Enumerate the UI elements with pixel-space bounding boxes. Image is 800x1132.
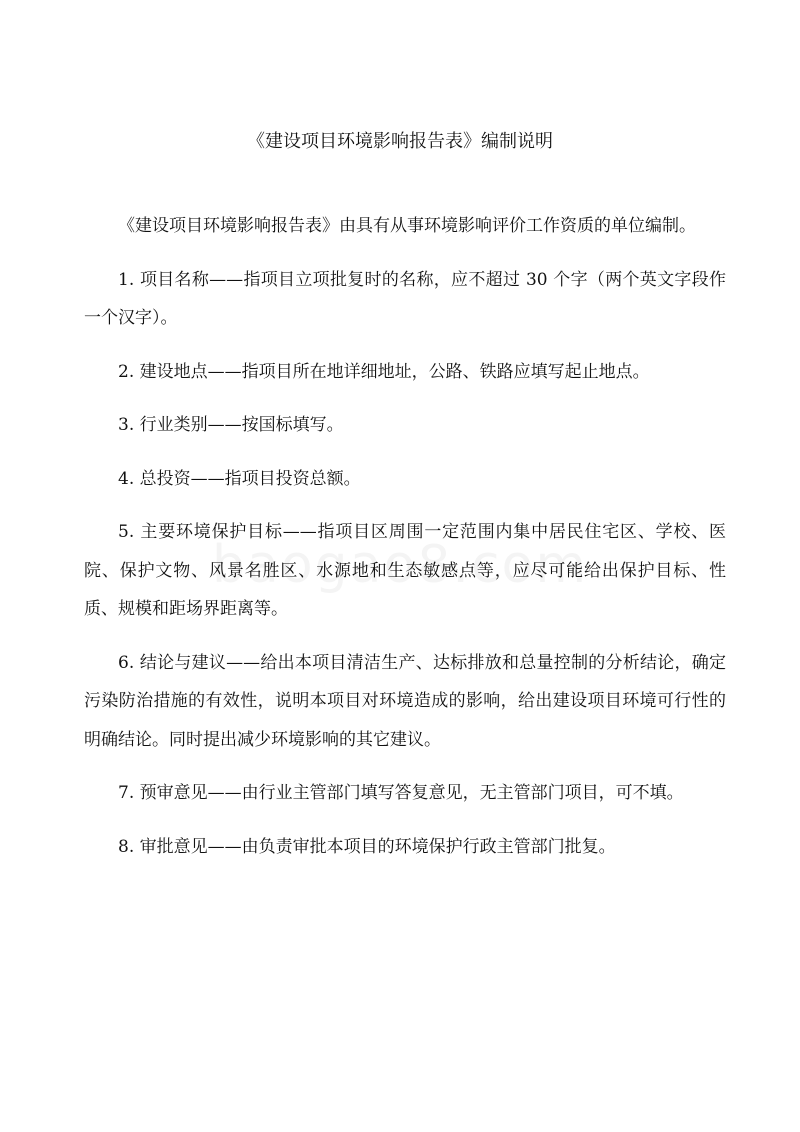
item-text: 审批意见——由负责审批本项目的环境保护行政主管部门批复。 — [139, 836, 616, 857]
item-number: 2. — [118, 361, 140, 382]
item-number: 7. — [118, 783, 140, 803]
list-item — [84, 353, 726, 392]
item-number: 5. — [118, 522, 141, 542]
item-text: 主要环境保护目标——指项目区周围一定范围内集中居民住宅区、学校、医院、保护文物、风景名胜区、水源地和生态敏感点等，应尽可能给出保护目标、性质、规模和距场界距离等。 — [84, 522, 727, 619]
document-body — [84, 207, 726, 881]
item-number: 4. — [118, 468, 140, 489]
list-item — [84, 774, 726, 813]
item-text: 预审意见——由行业主管部门填写答复意见，无主管部门项目，可不填。 — [139, 783, 684, 803]
intro-paragraph: 《建设项目环境影响报告表》由具有从事环境影响评价工作资质的单位编制。 — [118, 216, 696, 236]
item-text: 建设地点——指项目所在地详细地址，公路、铁路应填写起止地点。 — [139, 361, 650, 382]
list-item — [84, 513, 726, 629]
item-text: 行业类别——按国标填写。 — [139, 415, 344, 435]
list-item — [84, 828, 726, 867]
item-number: 8. — [118, 836, 140, 857]
list-item — [84, 460, 726, 499]
list-item — [84, 261, 726, 338]
item-number: 3. — [118, 415, 140, 435]
item-text: 总投资——指项目投资总额。 — [139, 468, 361, 489]
document-title: 《建设项目环境影响报告表》编制说明 — [247, 131, 553, 152]
item-number: 1. — [118, 269, 140, 290]
item-text: 项目名称——指项目立项批复时的名称，应不超过 30 个字（两个英文字段作一个汉字）。 — [84, 269, 726, 328]
list-item — [84, 406, 726, 445]
item-number: 6. — [118, 652, 140, 673]
list-item — [84, 644, 726, 760]
item-text: 结论与建议——给出本项目清洁生产、达标排放和总量控制的分析结论，确定污染防治措施的有效性，说明本项目对环境造成的影响，给出建设项目环境可行性的明确结论。同时提出减少环境影响的其它建议。 — [84, 652, 727, 750]
